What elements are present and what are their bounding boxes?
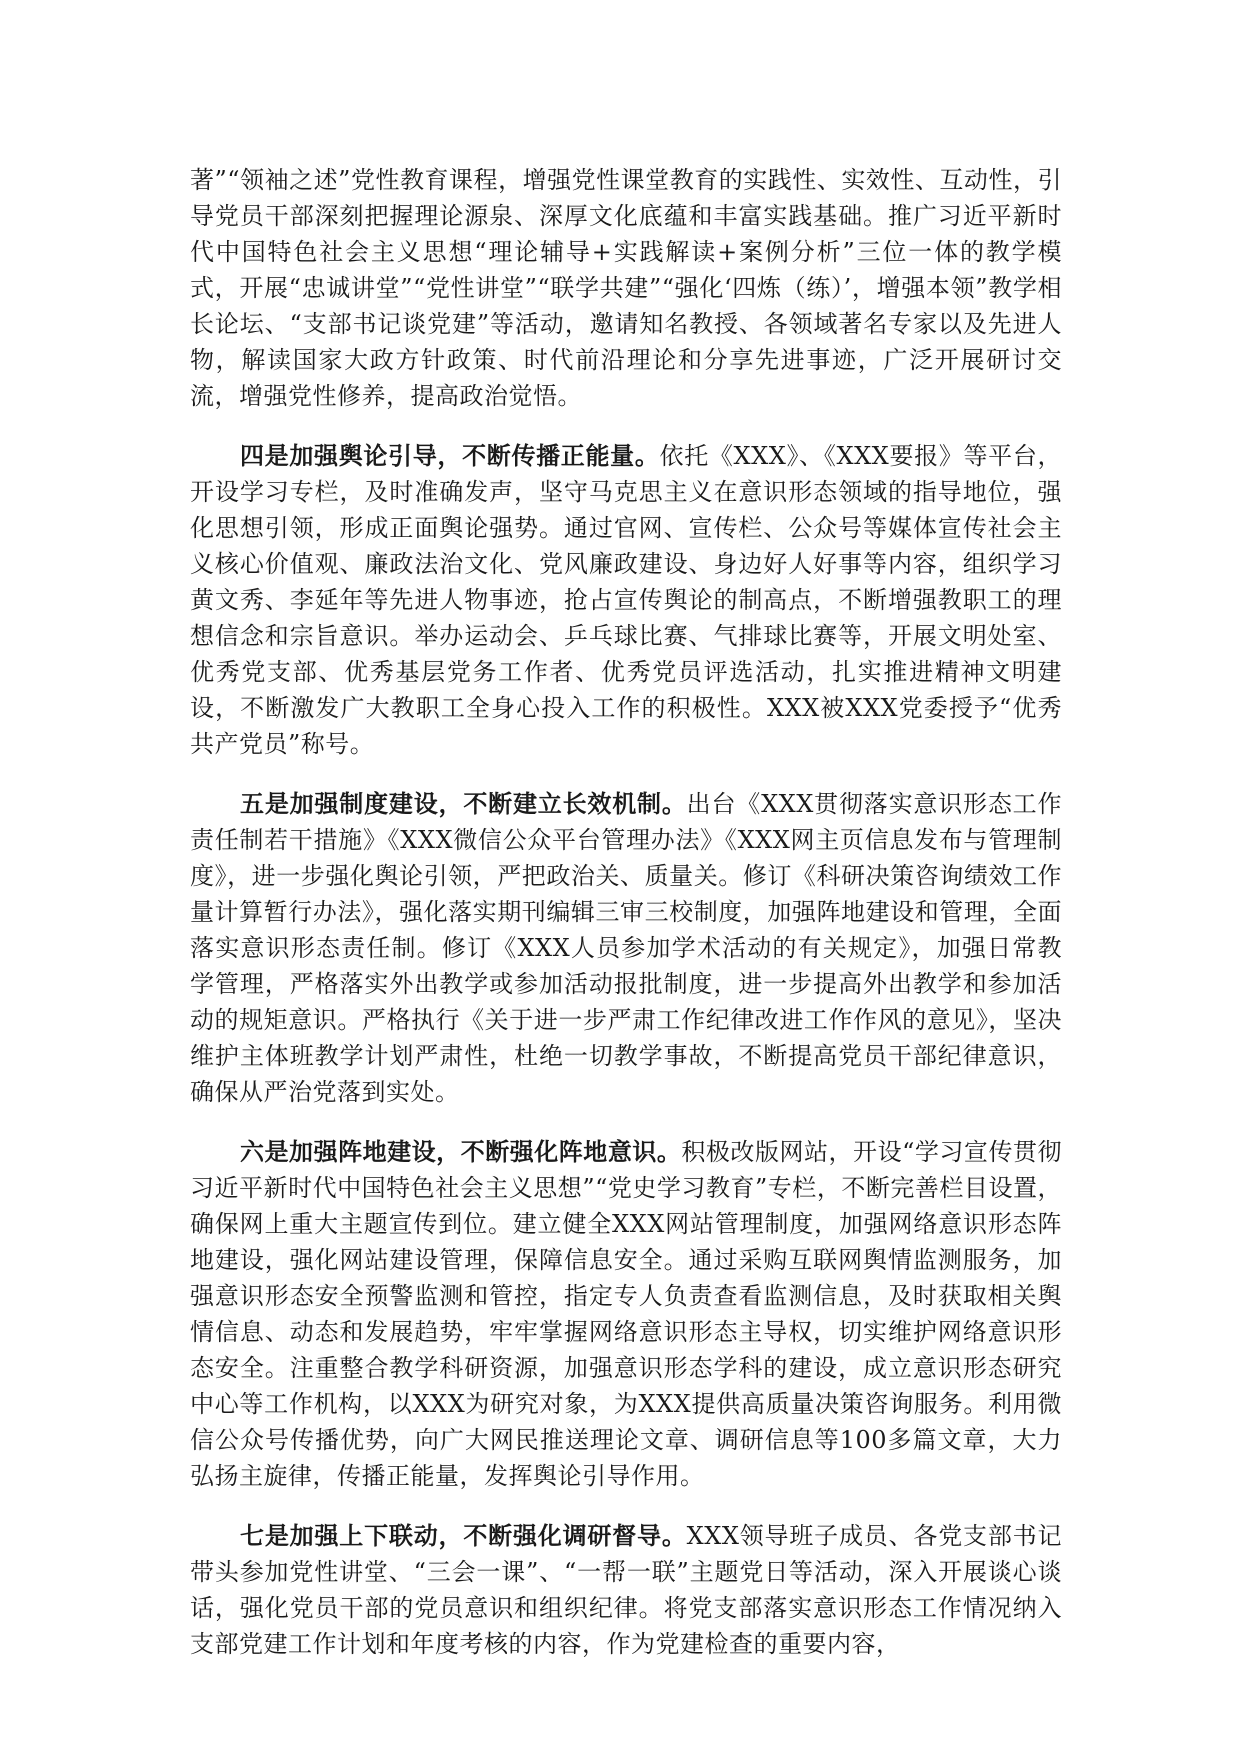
paragraph-lead: 六是加强阵地建设，不断强化阵地意识。 <box>240 1137 682 1166</box>
paragraph-lead: 四是加强舆论引导，不断传播正能量。 <box>240 441 660 470</box>
document-body <box>190 162 1062 1686</box>
paragraph-text: 依托《XXX》、《XXX要报》等平台，开设学习专栏，及时准确发声，坚守马克思主义在意识形态领域的指导地位，强化思想引领，形成正面舆论强势。通过官网、宣传栏、公众号等媒体宣传社会主义核心价值观、廉政法治文化、党风廉政建设、身边好人好事等内容，组织学习黄文秀、李延年等先进人物事迹，抢占宣传舆论的制高点，不断增强教职工的理想信念和宗旨意识。举办运动会、乒乓球比赛、气排球比赛等，开展文明处室、优秀党支部、优秀基层党务工作者、优秀党员评选活动，扎实推进精神文明建设，不断激发广大教职工全身心投入工作的积极性。XXX被XXX党委授予“优秀共产党员”称号。 <box>190 442 1063 758</box>
paragraph-text: 出台《XXX贯彻落实意识形态工作责任制若干措施》《XXX微信公众平台管理办法》《XXX网主页信息发布与管理制度》，进一步强化舆论引领，严把政治关、质量关。修订《科研决策咨询绩效工作量计算暂行办法》，强化落实期刊编辑三审三校制度，加强阵地建设和管理，全面落实意识形态责任制。修订《XXX人员参加学术活动的有关规定》，加强日常教学管理，严格落实外出教学或参加活动报批制度，进一步提高外出教学和参加活动的规矩意识。严格执行《关于进一步严肃工作纪律改进工作作风的意见》，坚决维护主体班教学计划严肃性，杜绝一切教学事故，不断提高党员干部纪律意识，确保从严治党落到实处。 <box>190 790 1062 1106</box>
paragraph-3-continued <box>190 162 1062 414</box>
paragraph-6-position-building <box>190 1134 1062 1494</box>
paragraph-7-linkage <box>190 1518 1062 1662</box>
paragraph-lead: 五是加强制度建设，不断建立长效机制。 <box>240 789 687 818</box>
paragraph-text: 著”“领袖之述”党性教育课程，增强党性课堂教育的实践性、实效性、互动性，引导党员干部深刻把握理论源泉、深厚文化底蕴和丰富实践基础。推广习近平新时代中国特色社会主义思想“理论辅导+实践解读+案例分析”三位一体的教学模式，开展“忠诚讲堂”“党性讲堂”“联学共建”“强化‘四炼（练）’，增强本领”教学相长论坛、“支部书记谈党建”等活动，邀请知名教授、各领域著名专家以及先进人物，解读国家大政方针政策、时代前沿理论和分享先进事迹，广泛开展研讨交流，增强党性修养，提高政治觉悟。 <box>190 166 1062 410</box>
paragraph-text: XXX领导班子成员、各党支部书记带头参加党性讲堂、“三会一课”、“一帮一联”主题党日等活动，深入开展谈心谈话，强化党员干部的党员意识和组织纪律。将党支部落实意识形态工作情况纳入支部党建工作计划和年度考核的内容，作为党建检查的重要内容， <box>190 1522 1062 1658</box>
paragraph-4-public-opinion <box>190 438 1062 762</box>
paragraph-5-system-building <box>190 786 1062 1110</box>
paragraph-lead: 七是加强上下联动，不断强化调研督导。 <box>240 1521 687 1550</box>
paragraph-text: 积极改版网站，开设“学习宣传贯彻习近平新时代中国特色社会主义思想”“党史学习教育”专栏，不断完善栏目设置，确保网上重大主题宣传到位。建立健全XXX网站管理制度，加强网络意识形态阵地建设，强化网站建设管理，保障信息安全。通过采购互联网舆情监测服务，加强意识形态安全预警监测和管控，指定专人负责查看监测信息，及时获取相关舆情信息、动态和发展趋势，牢牢掌握网络意识形态主导权，切实维护网络意识形态安全。注重整合教学科研资源，加强意识形态学科的建设，成立意识形态研究中心等工作机构，以XXX为研究对象，为XXX提供高质量决策咨询服务。利用微信公众号传播优势，向广大网民推送理论文章、调研信息等100多篇文章，大力弘扬主旋律，传播正能量，发挥舆论引导作用。 <box>190 1138 1062 1490</box>
